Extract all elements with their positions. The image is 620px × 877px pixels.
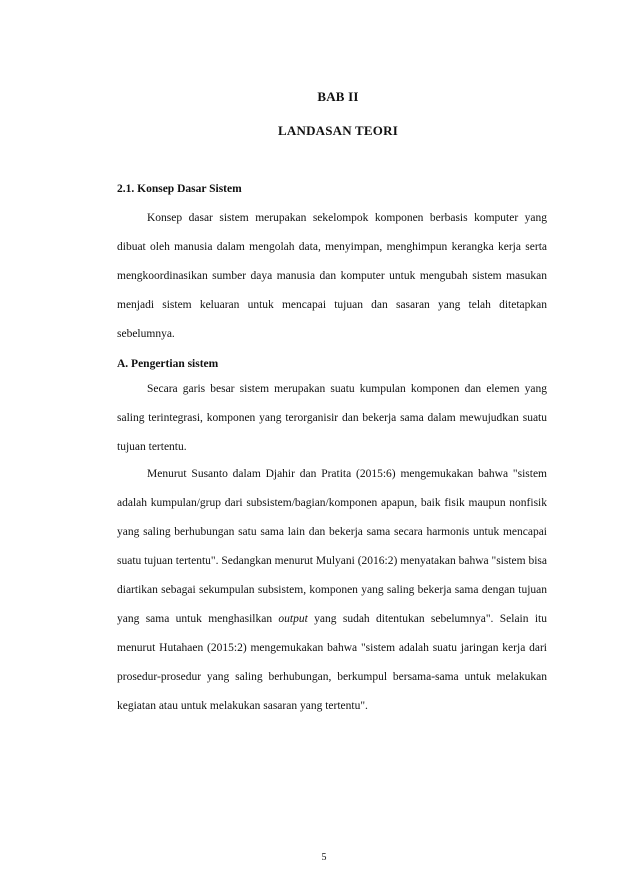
page-number: 5 xyxy=(321,852,327,863)
section-heading-a: A. Pengertian sistem xyxy=(117,358,219,370)
paragraph-pengertian: Secara garis besar sistem merupakan suatu kumpulan komponen dan elemen yang saling terintegrasi, komponen yang terorganisir dan bekerja sama dalam mewujudkan suatu tujuan tertentu. xyxy=(117,383,547,453)
chapter-title: LANDASAN TEORI xyxy=(278,123,398,138)
paragraph-menurut-ahli xyxy=(117,460,547,721)
chapter-number: BAB II xyxy=(317,89,359,104)
italic-term-output: output xyxy=(278,613,308,625)
paragraph-text-part-2: yang sudah ditentukan sebelumnya". Selain itu menurut Hutahaen (2015:2) mengemukakan bahwa "sistem adalah suatu jaringan kerja dari prosedur-prosedur yang saling berhubungan, berkumpul bersama-sama untuk melakukan kegiatan atau untuk melakukan sasaran yang tertentu". xyxy=(117,613,547,712)
paragraph-text-part-1: Menurut Susanto dalam Djahir dan Pratita (2015:6) mengemukakan bahwa "sistem adalah kumpulan/grup dari subsistem/bagian/komponen apapun, baik fisik maupun nonfisik yang saling berhubungan satu sama lain dan bekerja sama secara harmonis untuk mencapai suatu tujuan tertentu". Sedangkan menurut Mulyani (2016:2) menyatakan bahwa "sistem bisa diartikan sebagai sekumpulan subsistem, komponen yang saling bekerja sama dengan tujuan yang sama untuk menghasilkan xyxy=(117,468,547,625)
section-heading-2-1: 2.1. Konsep Dasar Sistem xyxy=(117,183,242,195)
paragraph-konsep-dasar: Konsep dasar sistem merupakan sekelompok komponen berbasis komputer yang dibuat oleh manusia dalam mengolah data, menyimpan, menghimpun kerangka kerja serta mengkoordinasikan sumber daya manusia dan komputer untuk mengubah sistem masukan menjadi sistem keluaran untuk mencapai tujuan dan sasaran yang telah ditetapkan sebelumnya. xyxy=(117,212,547,340)
